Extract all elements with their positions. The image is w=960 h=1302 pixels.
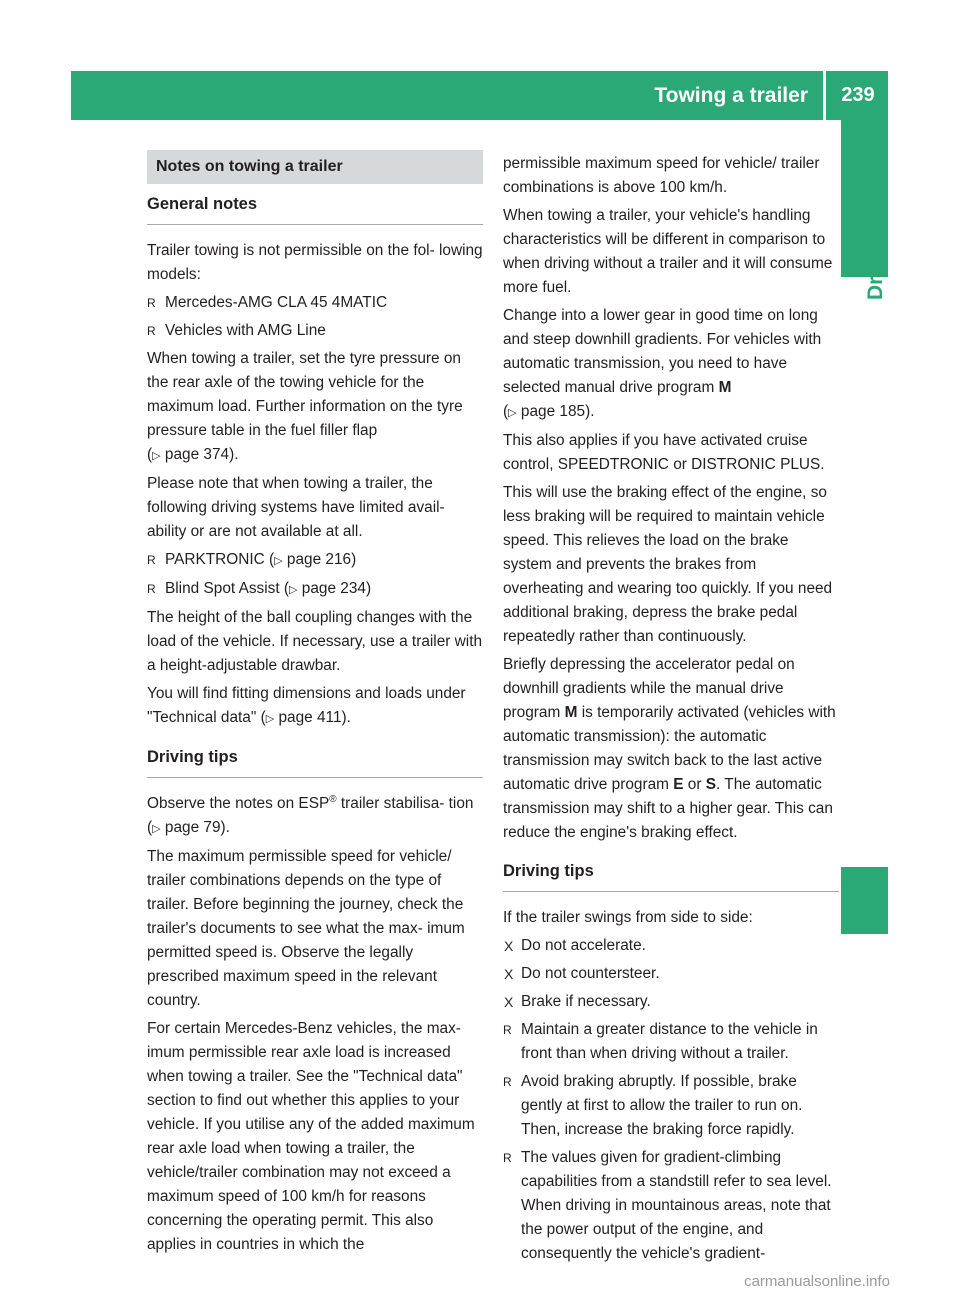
general-notes-heading: General notes	[147, 192, 483, 225]
page-ref-icon: ▷	[152, 450, 161, 462]
page-reference[interactable]: page 79).	[164, 819, 230, 836]
paragraph: permissible maximum speed for vehicle/ trailer combinations is above 100 km/h.	[503, 155, 820, 196]
paragraph: This also applies if you have activated cruise control, SPEEDTRONIC or DISTRONIC PLUS.	[503, 432, 825, 473]
step-item: X Do not countersteer.	[503, 962, 839, 986]
driving-tips-heading-right: Driving tips	[503, 859, 839, 892]
paragraph: The height of the ball coupling changes with the load of the vehicle. If necessary, use a trailer with a height-adjustable drawbar.	[147, 609, 483, 674]
bullet-icon: R	[147, 553, 156, 567]
list-item: R Maintain a greater distance to the vehicle in front than when driving without a trailer.	[503, 1018, 839, 1066]
list-item: R Vehicles with AMG Line	[147, 319, 483, 343]
right-column	[503, 152, 839, 1270]
step-item: X Do not accelerate.	[503, 934, 839, 958]
step-icon: X	[504, 938, 514, 954]
paragraph: Please note that when towing a trailer, the following driving systems have limited avail- ability or are not available at all.	[147, 475, 445, 540]
page-ref-icon: ▷	[508, 407, 517, 419]
page-ref-icon: ▷	[152, 823, 161, 835]
list-item: R Blind Spot Assist (▷ page 234)	[147, 577, 483, 602]
left-column	[147, 150, 483, 1261]
list-item: R Mercedes-AMG CLA 45 4MATIC	[147, 291, 483, 315]
page-reference[interactable]: page 411).	[278, 709, 351, 726]
paragraph: Observe the notes on ESP® trailer stabilisa- tion (▷ page 79).	[147, 793, 474, 836]
page-reference[interactable]: page 216)	[286, 551, 357, 568]
step-icon: X	[504, 966, 514, 982]
header-bar	[71, 71, 888, 120]
section-title: Notes on towing a trailer	[147, 150, 483, 184]
page-number: 239	[841, 84, 875, 106]
list-item: R The values given for gradient-climbing capabilities from a standstill refer to sea level. When driving in mountainous areas, note that the power output of the engine, and consequently the vehicle's gradient-	[503, 1146, 839, 1266]
bullet-icon: R	[147, 324, 156, 338]
paragraph: The maximum permissible speed for vehicle/ trailer combinations depends on the type of trailer. Before beginning the journey, check the trailer's documents to see what the max- imum permitted speed is. Observe the legally prescribed maximum speed in the relevant country.	[147, 848, 465, 1009]
page-reference[interactable]: page 185).	[520, 403, 595, 420]
side-marker	[841, 867, 888, 934]
page-reference[interactable]: page 374).	[164, 446, 239, 463]
paragraph: When towing a trailer, your vehicle's handling characteristics will be different in comparison to when driving without a trailer and it will consume more fuel.	[503, 207, 833, 296]
paragraph: You will find fitting dimensions and loads under "Technical data" (▷ page 411).	[147, 685, 466, 726]
bullet-icon: R	[503, 1023, 512, 1037]
step-icon: X	[504, 994, 514, 1010]
paragraph: Change into a lower gear in good time on long and steep downhill gradients. For vehicles with automatic transmission, you need to have selected manual drive program M (▷ page 185).	[503, 307, 822, 420]
header-separator	[823, 71, 826, 120]
driving-tips-heading: Driving tips	[147, 745, 483, 778]
paragraph: Briefly depressing the accelerator pedal on downhill gradients while the manual drive program M is temporarily activated (vehicles with automatic transmission): the automatic transmission may switch back to the last active automatic drive program E or S. The automatic transmission may shift to a higher gear. This can reduce the engine's braking effect.	[503, 656, 836, 841]
page-ref-icon: ▷	[274, 555, 283, 567]
bullet-icon: R	[503, 1151, 512, 1165]
list-item: R Avoid braking abruptly. If possible, brake gently at first to allow the trailer to run on. Then, increase the braking force rapidly.	[503, 1070, 839, 1142]
header-title: Towing a trailer	[654, 84, 808, 107]
paragraph: When towing a trailer, set the tyre pressure on the rear axle of the towing vehicle for the maximum load. Further information on the tyre pressure table in the fuel filler flap (▷ page 374).	[147, 350, 463, 463]
side-tab-label: Driving and parking	[864, 102, 887, 300]
page-reference[interactable]: page 234)	[301, 580, 372, 597]
paragraph: This will use the braking effect of the engine, so less braking will be required to maintain vehicle speed. This relieves the load on the brake system and prevents the brakes from overheating and wearing too quickly. If you need additional braking, depress the brake pedal repeatedly rather than continuously.	[503, 484, 833, 645]
list-item: R PARKTRONIC (▷ page 216)	[147, 548, 483, 573]
paragraph: If the trailer swings from side to side:	[503, 909, 753, 926]
paragraph: Trailer towing is not permissible on the fol- lowing models:	[147, 242, 483, 283]
page-ref-icon: ▷	[265, 713, 275, 725]
bullet-icon: R	[147, 582, 156, 596]
bullet-icon: R	[147, 296, 156, 310]
bullet-icon: R	[503, 1075, 512, 1089]
page-ref-icon: ▷	[289, 584, 298, 596]
step-item: X Brake if necessary.	[503, 990, 839, 1014]
watermark: carmanualsonline.info	[744, 1273, 890, 1290]
paragraph: For certain Mercedes-Benz vehicles, the max- imum permissible rear axle load is increased when towing a trailer. See the "Technical data" section to find out whether this applies to your vehicle. If you utilise any of the added maximum rear axle load when towing a trailer, the vehicle/trailer combination may not exceed a maximum speed of 100 km/h for reasons concerning the operating permit. This also applies in countries in which the	[147, 1020, 475, 1253]
